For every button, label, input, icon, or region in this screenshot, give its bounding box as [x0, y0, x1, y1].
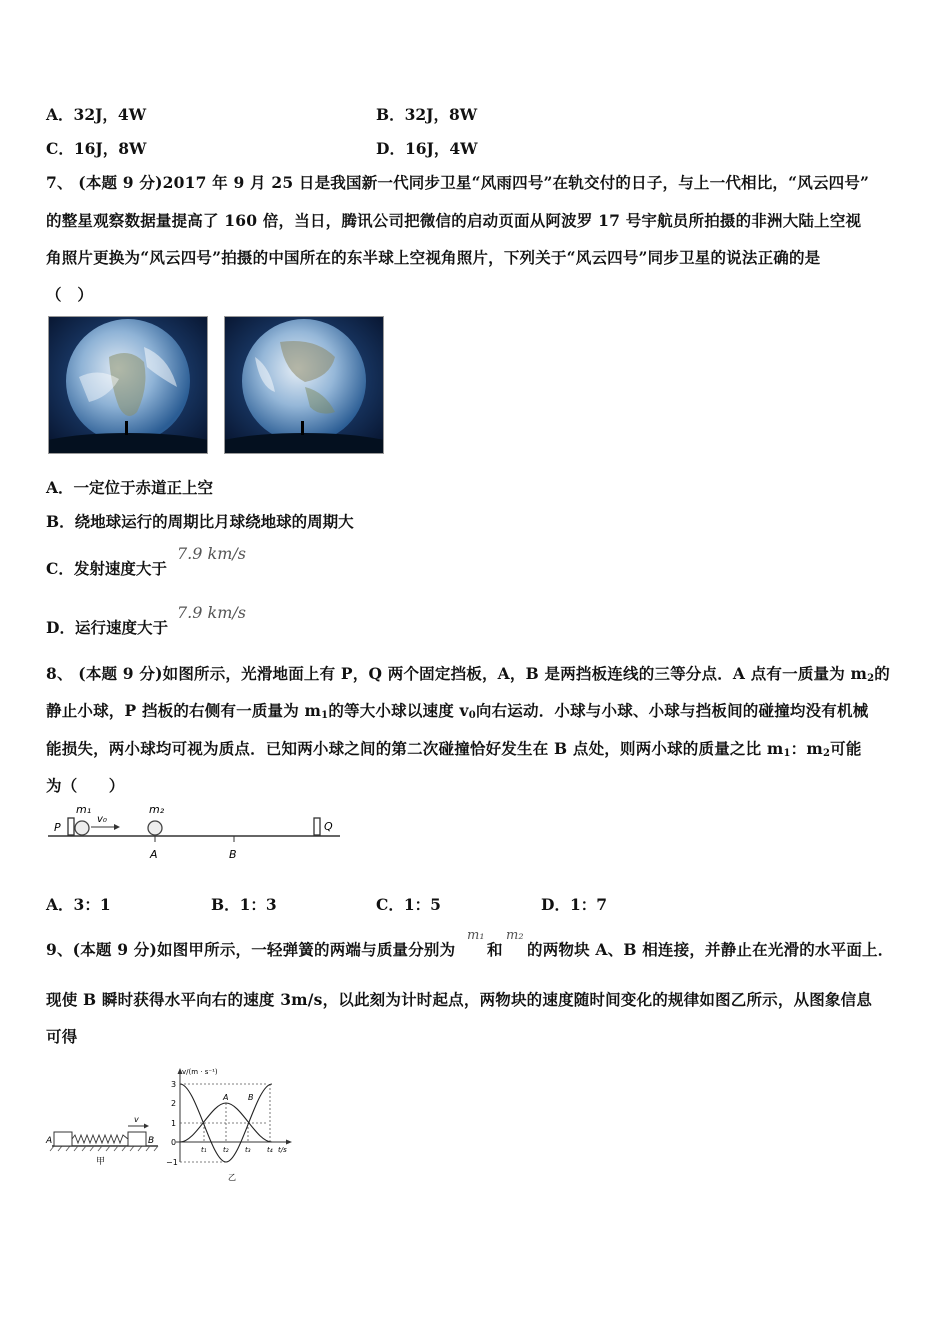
q8-option-b[interactable] [211, 893, 277, 915]
ball-m1 [75, 821, 89, 835]
label-a: A [150, 848, 158, 861]
q8-figure [44, 800, 344, 868]
svg-text:乙: 乙 [228, 1173, 236, 1182]
q9-m2-symbol: m₂ [506, 928, 524, 943]
barrier-p [68, 818, 74, 835]
option-letter: A． [46, 895, 74, 914]
option-letter: B． [211, 895, 240, 914]
option-letter: A． [46, 105, 74, 124]
q7-option-b[interactable] [46, 510, 354, 532]
label-m2: m₂ [149, 803, 165, 816]
option-text: 一定位于赤道正上空 [73, 478, 214, 497]
q9-stem-line1-end: 的两物块 A、B 相连接，并静止在光滑的水平面上． [527, 940, 894, 959]
label-m1: m₁ [76, 803, 92, 816]
option-letter: C． [376, 895, 404, 914]
svg-text:甲: 甲 [96, 1157, 106, 1167]
label-v0: v₀ [97, 814, 107, 825]
option-text: 运行速度大于 [74, 618, 168, 637]
svg-text:t₂: t₂ [223, 1146, 229, 1154]
q7-option-c-formula: 7.9 km/s [177, 544, 246, 563]
svg-text:t/s: t/s [278, 1146, 287, 1154]
q6-option-a[interactable] [46, 103, 146, 125]
option-letter: C． [46, 139, 74, 158]
q9-figure-velocity-graph [166, 1066, 296, 1186]
svg-text:A: A [46, 1136, 53, 1146]
option-letter: D． [376, 139, 405, 158]
q9-stem-line1: 9、(本题 9 分)如图甲所示，一轻弹簧的两端与质量分别为 [46, 940, 456, 959]
svg-text:3: 3 [171, 1080, 177, 1089]
svg-text:t₁: t₁ [201, 1146, 207, 1154]
q7-stem-line3: 角照片更换为“风云四号”拍摄的中国所在的东半球上空视角照片，下列关于“风云四号”同步卫星的说法正确的是 [46, 248, 821, 267]
q6-option-b[interactable] [376, 103, 477, 125]
q7-stem-line4: （ ） [46, 285, 94, 304]
q7-stem-line2: 的整星观察数据量提高了 160 倍，当日，腾讯公司把微信的启动页面从阿波罗 17 号宇航员所拍摄的非洲大陆上空视 [46, 211, 862, 230]
q6-option-c[interactable] [46, 137, 146, 159]
svg-text:t₄: t₄ [267, 1146, 273, 1154]
q8-option-c[interactable] [376, 893, 441, 915]
q7-option-a[interactable] [46, 476, 213, 498]
q6-option-d[interactable] [376, 137, 478, 159]
svg-text:t₃: t₃ [245, 1146, 251, 1154]
option-text: 16J，4W [404, 139, 478, 158]
q9-stem-line3: 可得 [46, 1027, 78, 1046]
option-text: 16J，8W [73, 139, 147, 158]
option-letter: B． [46, 512, 75, 531]
earth-photo-china [224, 316, 384, 454]
ball-m2 [148, 821, 162, 835]
label-q: Q [324, 820, 333, 833]
q7-option-d-formula: 7.9 km/s [177, 603, 246, 622]
q8-stem-line3: 能损失，两小球均可视为质点．已知两小球之间的第二次碰撞恰好发生在 B 点处，则两小球的质量之比 $m_1$：$m_2$可能 [46, 739, 862, 759]
label-b: B [229, 848, 237, 861]
option-text: 32J，8W [404, 105, 478, 124]
q8-option-a[interactable] [46, 893, 111, 915]
q9-figure-spring [44, 1110, 164, 1170]
q7-stem-line1: 7、 (本题 9 分)2017 年 9 月 25 日是我国新一代同步卫星“风雨四号”在轨交付的日子，与上一代相比，“风云四号” [46, 173, 870, 192]
q8-stem-line4: 为（ ） [46, 776, 125, 795]
option-letter: A． [46, 478, 74, 497]
option-text: 绕地球运行的周期比月球绕地球的周期大 [74, 512, 354, 531]
option-letter: B． [376, 105, 405, 124]
q7-option-d[interactable] [46, 616, 168, 638]
svg-text:B: B [148, 1136, 155, 1146]
svg-text:2: 2 [171, 1099, 177, 1108]
svg-text:B: B [248, 1093, 254, 1102]
q7-option-c[interactable] [46, 557, 167, 579]
q9-stem-line2: 现使 B 瞬时获得水平向右的速度 3m/s，以此刻为计时起点，两物块的速度随时间变化的规律如图乙所示，从图象信息 [46, 990, 873, 1009]
svg-text:0: 0 [171, 1138, 177, 1147]
q9-m1-symbol: m₁ [467, 928, 485, 943]
q8-option-d[interactable] [541, 893, 607, 915]
svg-text:−1: −1 [166, 1158, 178, 1167]
spring [72, 1135, 128, 1143]
q8-stem-line1: 8、 (本题 9 分)如图所示，光滑地面上有 P，Q 两个固定挡板，A，B 是两挡板连线的三等分点．A 点有一质量为 $m_2$的 [46, 664, 890, 684]
svg-text:1: 1 [171, 1119, 177, 1128]
block-a [54, 1132, 72, 1146]
q8-stem-line2: 静止小球，P 挡板的右侧有一质量为 $m_1$的等大小球以速度 $v_0$向右运动．小球与小球、小球与挡板间的碰撞均没有机械 [46, 701, 869, 721]
option-letter: D． [46, 618, 75, 637]
barrier-q [314, 818, 320, 835]
option-text: 32J，4W [73, 105, 147, 124]
option-letter: C． [46, 559, 74, 578]
option-letter: D． [541, 895, 570, 914]
option-text: 1：7 [569, 895, 608, 914]
block-b [128, 1132, 146, 1146]
svg-text:v/(m · s⁻¹): v/(m · s⁻¹) [182, 1068, 218, 1076]
option-text: 发射速度大于 [73, 559, 167, 578]
earth-photo-africa [48, 316, 208, 454]
svg-text:v: v [134, 1115, 139, 1124]
label-p: P [54, 821, 61, 834]
option-text: 1：5 [403, 895, 441, 914]
option-text: 1：3 [239, 895, 277, 914]
svg-text:A: A [223, 1093, 229, 1102]
q9-and: 和 [487, 940, 503, 959]
option-text: 3：1 [73, 895, 111, 914]
